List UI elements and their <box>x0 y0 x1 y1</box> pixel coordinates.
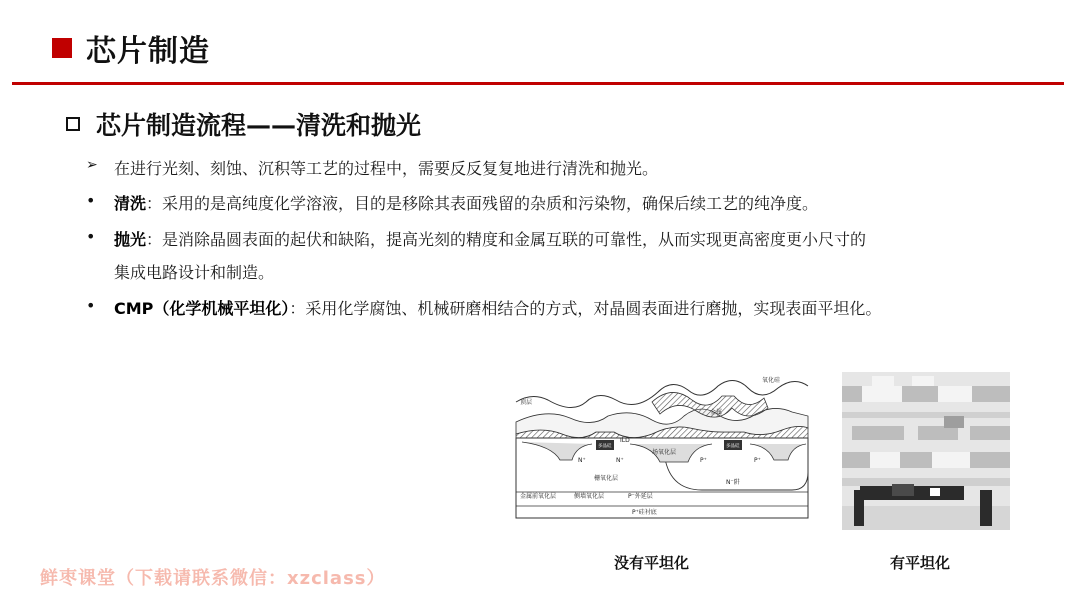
cross-section-svg <box>512 372 812 524</box>
label-p-epi: P⁻外延层 <box>628 493 653 500</box>
label-ild: ILD <box>620 437 630 444</box>
bullet-3-text: 抛光：是消除晶圆表面的起伏和缺陷，提高光刻的精度和金属互联的可靠性，从而实现更高密度更小尺寸的 <box>114 230 867 249</box>
dot-bullet-icon: • <box>86 296 96 315</box>
label-gate-oxide: 栅氧化层 <box>594 475 619 482</box>
dot-bullet-icon: • <box>86 191 96 210</box>
bullet-3-label: 抛光 <box>114 230 147 249</box>
non-planarized-cross-section-figure <box>512 372 812 524</box>
label-p-substrate: P⁺硅衬底 <box>632 509 657 516</box>
planarized-stack-svg <box>842 372 1010 530</box>
bullet-1-text: 在进行光刻、刻蚀、沉积等工艺的过程中，需要反反复复地进行清洗和抛光。 <box>114 159 659 178</box>
label-metal-pre-oxide: 金属前氧化层 <box>520 493 557 500</box>
watermark-text: 鲜枣课堂（下载请联系微信：xzclass） <box>40 568 386 589</box>
section-title: 芯片制造流程——清洗和抛光 <box>96 111 422 140</box>
label-oxide: 氧化硅 <box>762 377 781 384</box>
label-metal: 金属 <box>710 409 723 416</box>
planarized-stack-figure <box>842 372 1010 530</box>
label-n-plus-right: N⁺ <box>616 457 624 464</box>
arrow-bullet-icon: ➢ <box>86 157 98 173</box>
bullet-3-continuation: 集成电路设计和制造。 <box>114 263 275 282</box>
right-figure-caption: 有平坦化 <box>890 554 951 572</box>
label-poly-right: 多晶硅 <box>726 444 740 449</box>
bullet-2-text: 清洗：采用的是高纯度化学溶液，目的是移除其表面残留的杂质和污染物，确保后续工艺的纯净度。 <box>114 194 819 213</box>
label-poly-left: 多晶硅 <box>598 444 612 449</box>
label-p-plus-left: P⁺ <box>700 457 707 464</box>
label-n-well: N⁻阱 <box>726 479 740 486</box>
dot-bullet-icon: • <box>86 227 96 246</box>
left-figure-caption: 没有平坦化 <box>614 554 690 572</box>
bullet-4-text: CMP（化学机械平坦化）：采用化学腐蚀、机械研磨相结合的方式，对晶圆表面进行磨抛，实现表面平坦化。 <box>114 299 882 318</box>
header-divider <box>12 82 1064 85</box>
page-title: 芯片制造 <box>86 34 210 69</box>
label-p-plus-right: P⁺ <box>754 457 761 464</box>
label-top-layer: 顶层 <box>520 399 533 406</box>
label-n-plus-left: N⁺ <box>578 457 586 464</box>
bullet-2-label: 清洗 <box>114 194 147 213</box>
bullet-4-label: CMP（化学机械平坦化） <box>114 299 290 318</box>
section-checkbox-icon <box>66 117 80 131</box>
header-accent-square <box>52 38 72 58</box>
label-field-oxide: 场氧化层 <box>652 449 677 456</box>
label-sidewall-oxide: 侧墙氧化层 <box>574 493 605 500</box>
